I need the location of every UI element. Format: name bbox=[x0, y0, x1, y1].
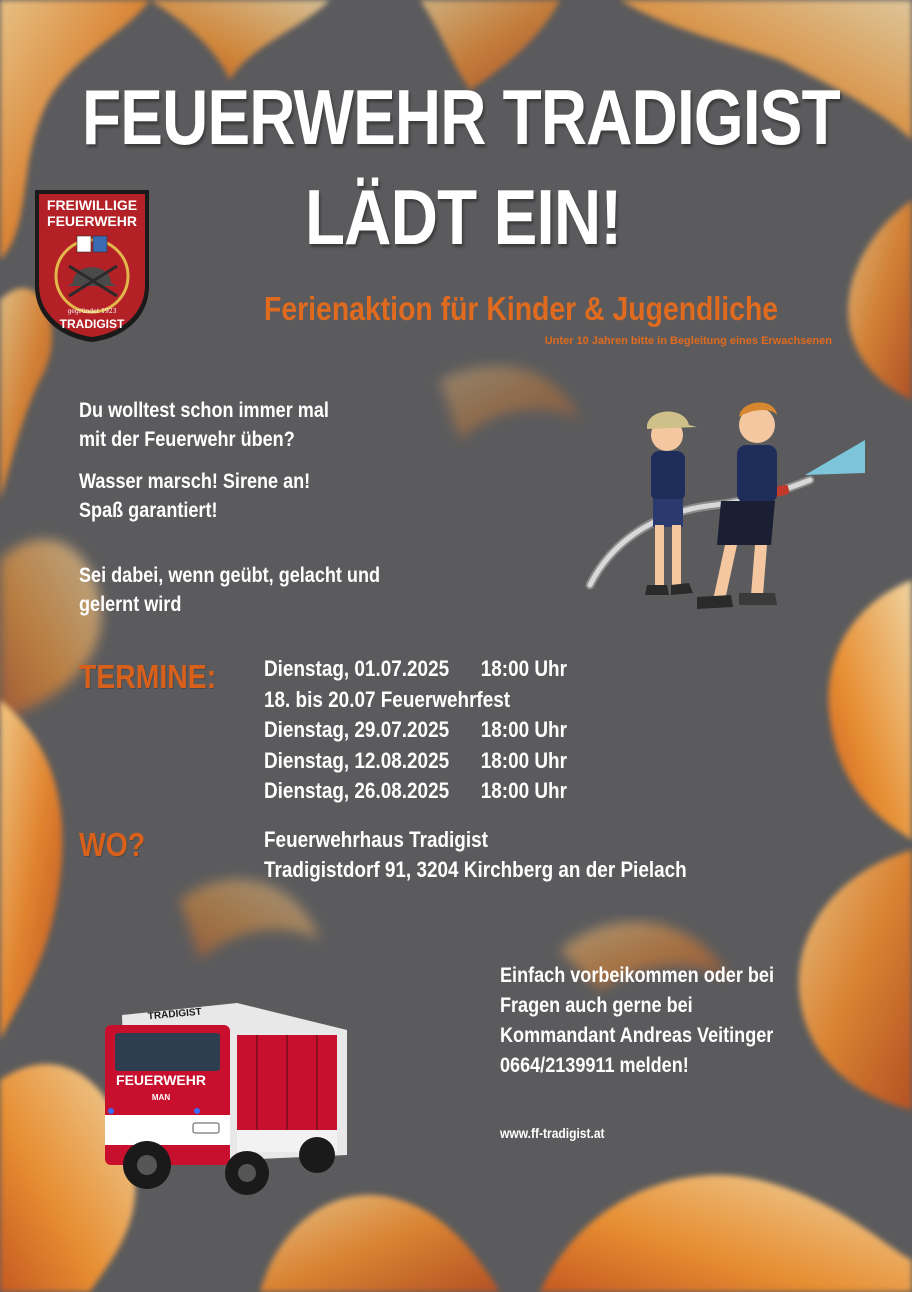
fire-brigade-logo bbox=[33, 188, 151, 344]
termine-row bbox=[264, 776, 567, 807]
contact-block bbox=[500, 961, 774, 1081]
intro-q1: Du wolltest schon immer mal bbox=[79, 399, 329, 422]
flame-left-lower bbox=[0, 700, 63, 1040]
flame-bottom-mid bbox=[260, 1195, 500, 1292]
termine-time: 18:00 Uhr bbox=[480, 778, 567, 803]
termine-label: TERMINE: bbox=[79, 658, 217, 695]
termine-time: 18:00 Uhr bbox=[480, 656, 567, 681]
address-line1: Feuerwehrhaus Tradigist bbox=[264, 827, 488, 852]
wo-label: WO? bbox=[79, 826, 146, 863]
termine-list bbox=[264, 654, 567, 807]
logo-line2: FEUERWEHR bbox=[47, 213, 137, 229]
termine-date: Dienstag, 29.07.2025 bbox=[264, 717, 450, 742]
intro-q2: mit der Feuerwehr üben? bbox=[79, 428, 295, 451]
logo-bottom: TRADIGIST bbox=[59, 317, 125, 331]
truck-brand: MAN bbox=[151, 1093, 171, 1102]
truck-front-text: FEUERWEHR bbox=[116, 1072, 206, 1088]
address-line2: Tradigistdorf 91, 3204 Kirchberg an der Pielach bbox=[264, 857, 687, 882]
termine-time: 18:00 Uhr bbox=[480, 747, 567, 773]
contact-line2: Fragen auch gerne bei bbox=[500, 994, 693, 1017]
contact-line3: Kommandant Andreas Veitinger bbox=[500, 1024, 774, 1047]
termine-row bbox=[264, 654, 567, 685]
intro-p2: Spaß garantiert! bbox=[79, 499, 218, 522]
intro-p3: Sei dabei, wenn geübt, gelacht und bbox=[79, 564, 381, 587]
flame-bottom-right bbox=[540, 1175, 912, 1292]
termine-row bbox=[264, 715, 567, 746]
intro-question bbox=[79, 396, 329, 454]
age-note: Unter 10 Jahren bitte in Begleitung eines Erwachsenen bbox=[544, 335, 832, 347]
poster-title-line1: FEUERWEHR TRADIGIST bbox=[82, 73, 840, 161]
termine-date: 18. bis 20.07 Feuerwehrfest bbox=[264, 686, 511, 712]
fire-truck-photo bbox=[97, 995, 352, 1205]
contact-phone: 0664/2139911 melden! bbox=[500, 1054, 689, 1077]
poster-title-line2: LÄDT EIN! bbox=[305, 173, 622, 261]
termine-date: Dienstag, 26.08.2025 bbox=[264, 778, 450, 803]
intro-join bbox=[79, 561, 380, 619]
logo-line1: FREIWILLIGE bbox=[46, 197, 138, 213]
termine-row bbox=[264, 746, 567, 777]
intro-p1: Wasser marsch! Sirene an! bbox=[79, 470, 311, 493]
poster-subtitle: Ferienaktion für Kinder & Jugendliche bbox=[264, 290, 779, 327]
logo-founded: gegründet 1923 bbox=[67, 308, 117, 315]
website-link[interactable]: www.ff-tradigist.at bbox=[500, 1125, 605, 1141]
termine-time: 18:00 Uhr bbox=[480, 717, 567, 742]
flame-right-upper bbox=[848, 200, 912, 400]
address bbox=[264, 825, 687, 885]
flame-top-1 bbox=[150, 0, 330, 80]
termine-row bbox=[264, 685, 567, 716]
flame-upper-wisp bbox=[440, 366, 580, 440]
kids-with-hose-illustration bbox=[585, 395, 867, 645]
intro-fun bbox=[79, 467, 310, 525]
intro-p4: gelernt wird bbox=[79, 593, 182, 616]
flame-center-wisp bbox=[180, 879, 320, 960]
termine-date: Dienstag, 01.07.2025 bbox=[264, 656, 450, 681]
termine-date: Dienstag, 12.08.2025 bbox=[264, 747, 450, 773]
contact-line1: Einfach vorbeikommen oder bei bbox=[500, 964, 774, 987]
truck-roof-text: TRADIGIST bbox=[147, 1006, 203, 1023]
flame-right-lower bbox=[799, 850, 912, 1110]
